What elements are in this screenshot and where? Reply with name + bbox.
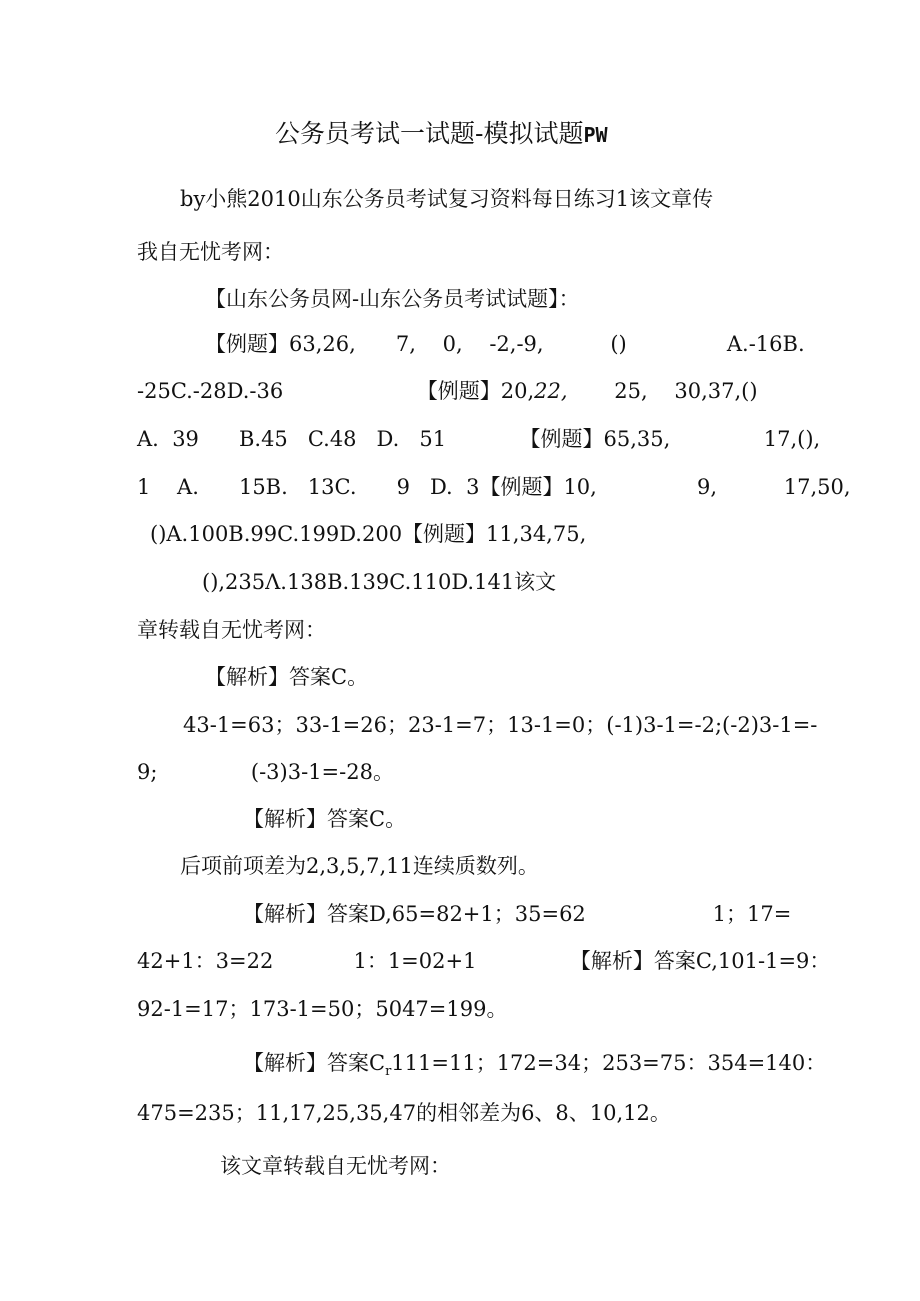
text-segment: -25C.-28D.-36 【例题】20,	[137, 379, 535, 403]
title-main: 公务员考试一试题-模拟试题	[275, 119, 584, 148]
text-line: 【解析】答案C。	[205, 665, 369, 689]
text-line: by小熊2010山东公务员考试复习资料每日练习1该文章传	[180, 187, 714, 211]
text-line	[243, 1053, 826, 1078]
text-line: 章转载自无忧考网：	[137, 618, 326, 642]
text-line: ()A.100B.99C.199D.200【例题】11,34,75,	[150, 522, 587, 546]
text-line	[137, 381, 758, 402]
text-line: 1 A. 15B. 13C. 9 D. 3【例题】10, 9, 17,50,	[137, 475, 851, 499]
text-line: 43-1=63；33-1=26；23-1=7；13-1=0；(-1)3-1=-2;(-2)3-1=-	[183, 713, 818, 737]
text-line: 9; (-3)3-1=-28。	[137, 760, 394, 784]
text-line: 【解析】答案C。	[243, 807, 407, 831]
text-line: 92-1=17；173-1=50；5047=199。	[137, 997, 508, 1021]
text-segment: 【解析】答案C	[243, 1051, 386, 1075]
text-line: 42+1：3=22 1：1=02+1 【解析】答案C,101-1=9：	[137, 949, 831, 973]
text-line: A. 39 B.45 C.48 D. 51 【例题】65,35, 17,(),	[137, 427, 821, 451]
text-line: 后项前项差为2,3,5,7,11连续质数列。	[180, 854, 539, 878]
italic-segment: 22,	[534, 379, 568, 403]
text-line: 【解析】答案D,65=82+1；35=62 1；17=	[243, 902, 792, 926]
text-line: 【例题】63,26, 7, 0, -2,-9, () A.-16B.	[205, 332, 805, 356]
text-segment: 25, 30,37,()	[567, 379, 758, 403]
subscript: r	[385, 1064, 392, 1080]
document-title	[275, 121, 608, 146]
text-line: 我自无忧考网：	[137, 240, 284, 264]
title-suffix: PW	[583, 123, 608, 147]
text-line: 该文章转载自无忧考网：	[220, 1154, 451, 1178]
text-line: (),235Λ.138B.139C.110D.141该文	[202, 570, 557, 594]
text-line: 475=235；11,17,25,35,47的相邻差为6、8、10,12。	[137, 1101, 671, 1125]
text-segment: 111=11；172=34；253=75：354=140：	[391, 1051, 827, 1075]
text-line: 【山东公务员网-山东公务员考试试题】：	[205, 287, 580, 311]
